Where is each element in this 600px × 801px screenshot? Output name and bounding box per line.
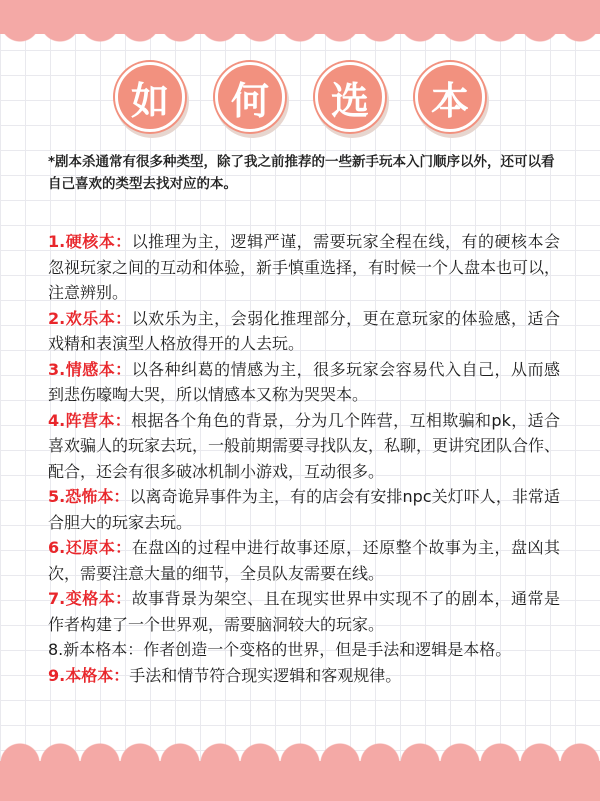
title-char-circle: 选 [315,62,385,132]
list-item [48,586,560,637]
list-item [48,663,560,689]
list-item [48,357,560,408]
item-label: 7.变格本： [48,589,132,608]
item-text: 根据各个角色的背景，分为几个阵营，互相欺骗和pk，适合喜欢骗人的玩家去玩，一般前期需要寻找队友，私聊，更讲究团队合作、配合，还会有很多破冰机制小游戏，互动很多。 [48,410,561,481]
list-item [48,408,560,485]
title-char-circle: 如 [115,62,185,132]
item-text: 以推理为主，逻辑严谨，需要玩家全程在线，有的硬核本会忽视玩家之间的互动和体验，新手慎重选择，有时候一个人盘本也可以，注意辨别。 [48,232,561,302]
intro-note: *剧本杀通常有很多种类型，除了我之前推荐的一些新手玩本入门顺序以外，还可以看自己喜欢的类型去找对应的本。 [48,154,555,192]
bottom-scallop-border [0,761,600,801]
top-scallop-border [0,0,600,34]
item-text: 在盘凶的过程中进行故事还原，还原整个故事为主，盘凶其次，需要注意大量的细节，全员队友需要在线。 [48,538,560,583]
item-text: 8.新本格本：作者创造一个变格的世界，但是手法和逻辑是本格。 [48,640,512,659]
list-item [48,484,560,535]
item-label: 4.阵营本： [48,410,132,430]
item-label: 2.欢乐本： [48,308,132,328]
item-text: 以离奇诡异事件为主，有的店会有安排npc关灯吓人，非常适合胆大的玩家去玩。 [48,487,560,532]
list-item [48,229,560,306]
list-item [48,535,560,586]
item-label: 5.恐怖本： [48,487,130,506]
item-text: 以欢乐为主，会弱化推理部分，更在意玩家的体验感，适合戏精和表演型人格放得开的人去玩。 [48,308,560,353]
item-text: 手法和情节符合现实逻辑和客观规律。 [129,665,402,685]
title-char-circle: 本 [415,62,485,132]
item-label: 3.情感本： [48,359,132,379]
item-label: 9.本格本： [48,665,130,685]
type-list [48,229,560,688]
item-label: 6.还原本： [48,538,132,557]
list-item [48,637,560,663]
list-item [48,306,560,357]
page-title [0,62,600,132]
title-char-circle: 何 [215,62,285,132]
item-text: 故事背景为架空、且在现实世界中实现不了的剧本，通常是作者构建了一个世界观，需要脑洞较大的玩家。 [48,589,560,634]
item-text: 以各种纠葛的情感为主，很多玩家会容易代入自己，从而感到悲伤嚎啕大哭，所以情感本又称为哭哭本。 [48,359,560,404]
item-label: 1.硬核本： [48,232,132,251]
